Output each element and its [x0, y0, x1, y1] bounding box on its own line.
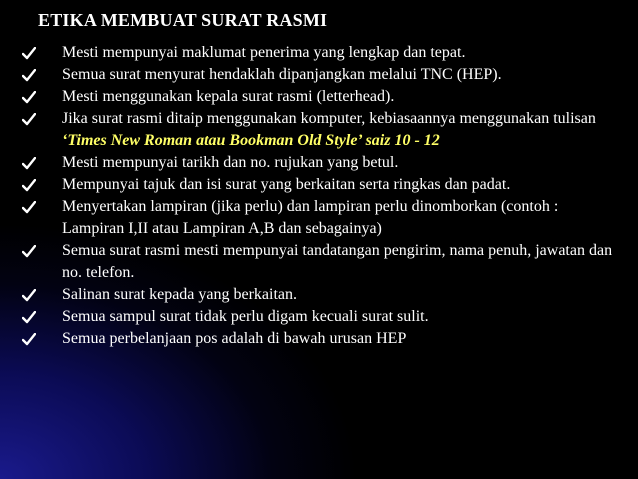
bullet-text: Semua surat rasmi mesti mempunyai tandatangan pengirim, nama penuh, jawatan dan no. telefon. [62, 242, 613, 281]
bullet-item [20, 240, 620, 284]
check-icon [22, 64, 38, 86]
check-icon [22, 328, 38, 350]
check-icon [22, 196, 38, 218]
bullet-text: Salinan surat kepada yang berkaitan. [62, 286, 298, 303]
bullet-text: Mesti mempunyai maklumat penerima yang lengkap dan tepat. [62, 44, 466, 61]
check-icon [22, 86, 38, 108]
bullet-text: Mempunyai tajuk dan isi surat yang berkaitan serta ringkas dan padat. [62, 176, 511, 193]
check-icon [22, 108, 38, 130]
check-icon [22, 284, 38, 306]
bullet-text: Jika surat rasmi ditaip menggunakan komputer, kebiasaannya menggunakan tulisan [62, 110, 596, 127]
bullet-item [20, 196, 620, 240]
bullet-item [20, 174, 620, 196]
check-icon [22, 152, 38, 174]
bullet-item [20, 42, 620, 64]
bullet-text: Menyertakan lampiran (jika perlu) dan lampiran perlu dinomborkan (contoh : Lampiran I,II atau Lampiran A,B dan sebagainya) [62, 198, 559, 237]
bullet-text: Semua perbelanjaan pos adalah di bawah urusan HEP [62, 330, 407, 347]
bullet-item [20, 64, 620, 86]
bullet-item [20, 86, 620, 108]
bullet-item [20, 152, 620, 174]
bullet-list [20, 42, 620, 350]
bullet-item [20, 328, 620, 350]
check-icon [22, 306, 38, 328]
bullet-text: Semua sampul surat tidak perlu digam kecuali surat sulit. [62, 308, 429, 325]
bullet-item [20, 108, 620, 152]
bullet-text: Mesti mempunyai tarikh dan no. rujukan yang betul. [62, 154, 399, 171]
check-icon [22, 240, 38, 262]
check-icon [22, 42, 38, 64]
font-recommendation-highlight: ‘Times New Roman atau Bookman Old Style’ saiz 10 - 12 [62, 132, 440, 149]
slide-title: ETIKA MEMBUAT SURAT RASMI [38, 10, 328, 30]
bullet-item [20, 284, 620, 306]
check-icon [22, 174, 38, 196]
bullet-text: Mesti menggunakan kepala surat rasmi (letterhead). [62, 88, 395, 105]
bullet-item [20, 306, 620, 328]
bullet-text: Semua surat menyurat hendaklah dipanjangkan melalui TNC (HEP). [62, 66, 502, 83]
